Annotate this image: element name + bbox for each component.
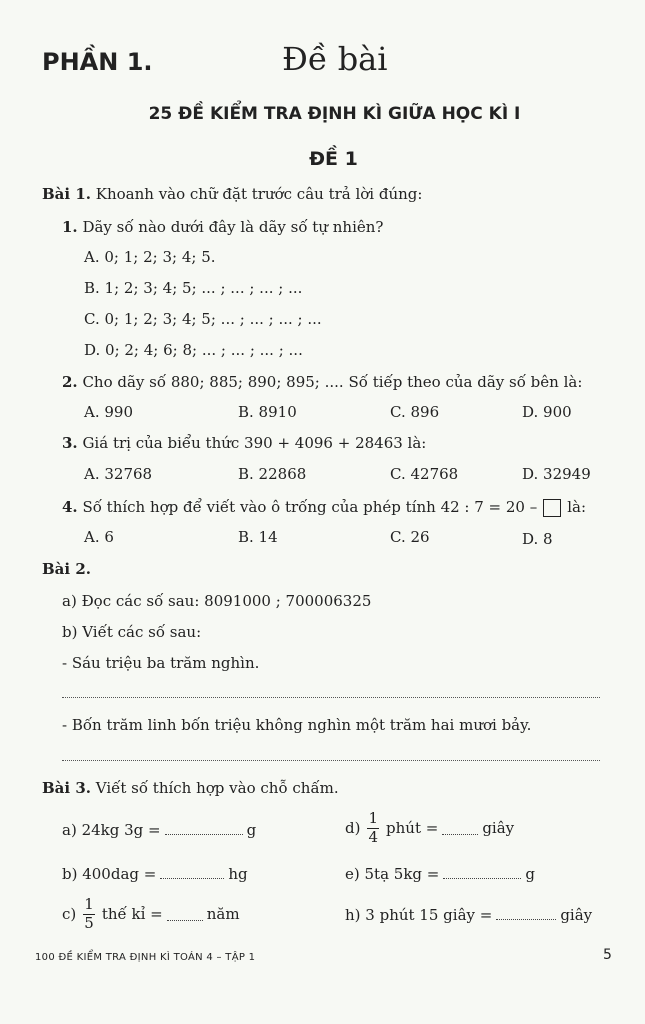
bai3-h-text: h) 3 phút 15 giây = <box>345 906 493 924</box>
bai3-c-text: thế kỉ = <box>101 905 163 923</box>
fill-blank-c[interactable] <box>167 908 203 921</box>
bai3-b-text: b) 400dag = <box>62 865 157 883</box>
bai3-item-h <box>345 906 592 924</box>
bai3-item-e <box>345 865 535 883</box>
q4-text-after: là: <box>567 498 587 516</box>
bai3-c-label: c) <box>62 905 77 923</box>
part-title: Đề bài <box>282 40 388 78</box>
fill-blank-b[interactable] <box>160 866 224 879</box>
q4-option-a: A. 6 <box>84 528 114 546</box>
bai3-e-text: e) 5tạ 5kg = <box>345 865 440 883</box>
bai3-e-unit: g <box>525 865 535 883</box>
q2-text: Cho dãy số 880; 885; 890; 895; .... Số tiếp theo của dãy số bên là: <box>82 373 583 391</box>
q1-option-c: C. 0; 1; 2; 3; 4; 5; ... ; ... ; ... ; ... <box>84 310 322 328</box>
q3-option-b: B. 22868 <box>238 465 307 483</box>
q4-option-c: C. 26 <box>390 528 430 546</box>
fraction-c-denominator: 5 <box>84 913 94 932</box>
q3-label: 3. <box>62 434 78 452</box>
fill-blank-a[interactable] <box>165 822 243 835</box>
fill-blank-e[interactable] <box>443 866 521 879</box>
bai3-a-text: a) 24kg 3g = <box>62 821 161 839</box>
bai3-d-label: d) <box>345 819 361 837</box>
q2-label: 2. <box>62 373 78 391</box>
q2-option-c: C. 896 <box>390 403 440 421</box>
q2-option-d: D. 900 <box>522 403 572 421</box>
q3-option-a: A. 32768 <box>84 465 153 483</box>
exam-title: ĐỀ 1 <box>309 148 358 170</box>
q1-option-a: A. 0; 1; 2; 3; 4; 5. <box>84 248 216 266</box>
bai3-h-unit: giây <box>560 906 593 924</box>
answer-line-2[interactable] <box>62 760 600 761</box>
bai2-b: b) Viết các số sau: <box>62 623 202 641</box>
fraction-d <box>366 808 380 846</box>
q1-text: Dãy số nào dưới đây là dãy số tự nhiên? <box>82 218 384 236</box>
q4-option-d: D. 8 <box>522 530 553 548</box>
q4-option-b: B. 14 <box>238 528 278 546</box>
q4 <box>62 498 586 517</box>
bai2-label: Bài 2. <box>42 560 91 578</box>
fraction-c-numerator: 1 <box>84 894 94 913</box>
q3-text: Giá trị của biểu thức 390 + 4096 + 28463 là: <box>82 434 427 452</box>
answer-box[interactable] <box>543 499 561 517</box>
bai3-item-d <box>345 806 514 850</box>
fraction-d-denominator: 4 <box>368 827 379 846</box>
bai1-label: Bài 1. <box>42 185 91 203</box>
q2-option-b: B. 8910 <box>238 403 297 421</box>
bai3-item-c <box>62 892 240 936</box>
bai2-item2: - Bốn trăm linh bốn triệu không nghìn một trăm hai mươi bảy. <box>62 716 532 734</box>
q2 <box>62 373 582 391</box>
book-title-footer: 100 ĐỀ KIỂM TRA ĐỊNH KÌ TOÁN 4 – TẬP 1 <box>35 952 256 963</box>
bai3-c-unit: năm <box>206 905 240 923</box>
q3-option-d: D. 32949 <box>522 465 591 483</box>
q1-option-d: D. 0; 2; 4; 6; 8; ... ; ... ; ... ; ... <box>84 341 303 359</box>
q1 <box>62 218 383 236</box>
q1-label: 1. <box>62 218 78 236</box>
bai1-prompt: Khoanh vào chữ đặt trước câu trả lời đúng: <box>95 185 423 203</box>
bai3-b-unit: hg <box>228 865 248 883</box>
bai1-heading <box>42 185 422 203</box>
bai3-d-text: phút = <box>386 819 439 837</box>
bai3-label: Bài 3. <box>42 779 91 797</box>
q1-option-b: B. 1; 2; 3; 4; 5; ... ; ... ; ... ; ... <box>84 279 303 297</box>
bai3-item-b <box>62 865 248 883</box>
q2-option-a: A. 990 <box>84 403 133 421</box>
bai3-heading <box>42 779 339 797</box>
bai3-a-unit: g <box>246 821 257 839</box>
q4-text: Số thích hợp để viết vào ô trống của phép tính 42 : 7 = 20 – <box>82 498 538 516</box>
bai2-a: a) Đọc các số sau: 8091000 ; 700006325 <box>62 592 372 610</box>
fraction-c <box>82 894 96 932</box>
section-subtitle: 25 ĐỀ KIỂM TRA ĐỊNH KÌ GIỮA HỌC KÌ I <box>148 104 521 124</box>
part-label: PHẦN 1. <box>42 48 153 76</box>
fill-blank-h[interactable] <box>496 907 556 920</box>
q3 <box>62 434 426 452</box>
bai3-prompt: Viết số thích hợp vào chỗ chấm. <box>95 779 339 797</box>
q3-option-c: C. 42768 <box>390 465 459 483</box>
page-number: 5 <box>603 947 612 963</box>
bai3-item-a <box>62 821 256 839</box>
bai3-d-unit: giây <box>482 819 515 837</box>
bai2-item1: - Sáu triệu ba trăm nghìn. <box>62 654 260 672</box>
q4-label: 4. <box>62 498 78 516</box>
answer-line-1[interactable] <box>62 697 600 698</box>
fraction-d-numerator: 1 <box>368 808 379 827</box>
fill-blank-d[interactable] <box>442 822 478 835</box>
